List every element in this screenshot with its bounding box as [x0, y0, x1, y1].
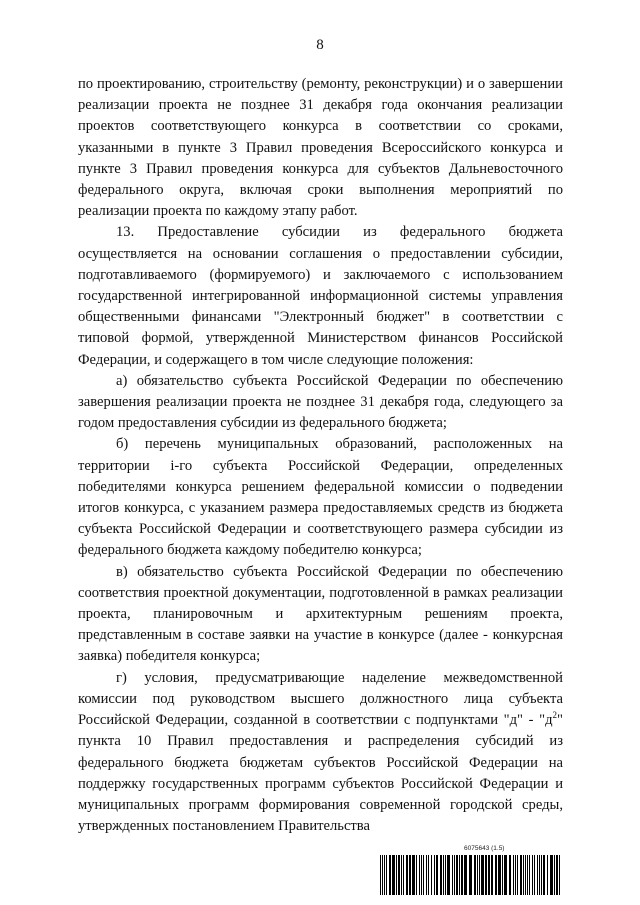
- paragraph-subitem-v: в) обязательство субъекта Российской Федерации по обеспечению соответствия проектной документации, подготовленной в рамках реализации проекта, планировочным и архитектурным решениям проекта, представленным в составе заявки на участие в конкурсе (далее - конкурсная заявка) победителя конкурса;: [78, 563, 563, 665]
- barcode-icon: [380, 855, 563, 895]
- document-body: [78, 74, 563, 837]
- barcode-block: [380, 845, 563, 897]
- paragraph-subitem-g: [78, 668, 563, 838]
- barcode-label: 6075643 (1.5): [464, 845, 505, 852]
- paragraph-subitem-g-part2: " пункта 10 Правил предоставления и распределения субсидий из федерального бюджета бюджетам субъектов Российской Федерации на поддержку государственных программ субъектов Российской Федерации и муниципальных программ формирования современной городской среды, утвержденных постановлением Правительства: [78, 712, 563, 835]
- paragraph-subitem-g-part1: г) условия, предусматривающие наделение межведомственной комиссии под руководством высшего должностного лица субъекта Российской Федерации, созданной в соответствии с подпунктами "д" - "д: [78, 669, 563, 729]
- paragraph-subitem-b: б) перечень муниципальных образований, расположенных на территории i-го субъекта Российской Федерации, определенных победителями конкурса решением федеральной комиссии о подведении итогов конкурса, с указанием размера предоставляемых средств из бюджета субъекта Российской Федерации и соответствующего размера субсидии из федерального бюджета каждому победителю конкурса;: [78, 436, 563, 559]
- page-number: 8: [316, 37, 324, 53]
- paragraph-continuation: по проектированию, строительству (ремонту, реконструкции) и о завершении реализации проекта не позднее 31 декабря года окончания реализации проектов соответствующего конкурса в соответствии со сроками, указанными в пункте 3 Правил проведения Всероссийского конкурса и пункте 3 Правил проведения конкурса для субъектов Дальневосточного федерального округа, включая сроки выполнения мероприятий по реализации проекта по каждому этапу работ.: [78, 76, 563, 220]
- superscript-number: 2: [552, 710, 558, 721]
- paragraph-subitem-a: а) обязательство субъекта Российской Федерации по обеспечению завершения реализации проекта не позднее 31 декабря года, следующего за годом предоставления субсидии из федерального бюджета;: [78, 372, 563, 432]
- paragraph-item-13: 13. Предоставление субсидии из федерального бюджета осуществляется на основании соглашения о предоставлении субсидии, подготавливаемого (формируемого) и заключаемого с использованием государственной интегрированной информационной системы управления общественными финансами "Электронный бюджет" в соответствии с типовой формой, утвержденной Министерством финансов Российской Федерации, и содержащего в том числе следующие положения:: [78, 224, 563, 368]
